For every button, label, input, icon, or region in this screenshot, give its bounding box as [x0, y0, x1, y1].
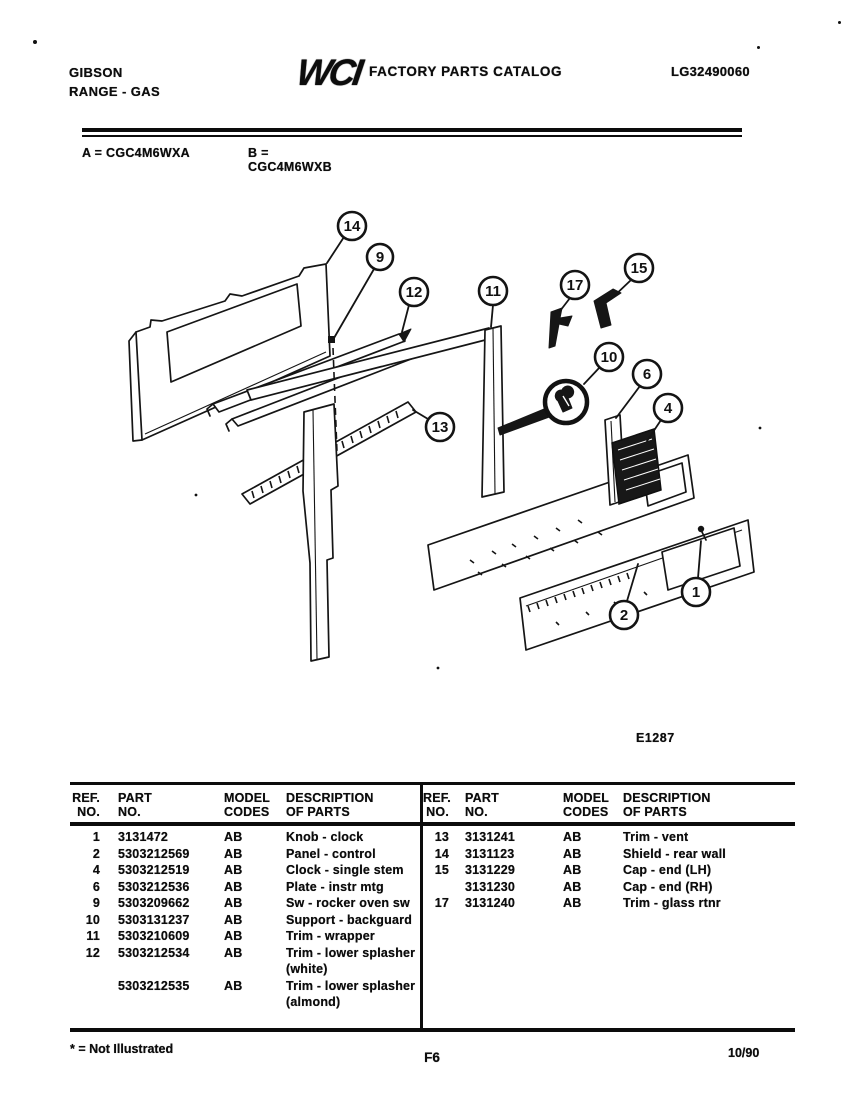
shield-rear-wall-part [129, 264, 330, 441]
table-row: 12 5303212534 AB Trim - lower splasher (white) [85, 945, 416, 976]
brand-name: GIBSON [69, 65, 123, 80]
model-codes-line [82, 146, 332, 174]
header-divider-thin [82, 135, 742, 137]
header-divider-thick [82, 128, 742, 132]
scan-speck [33, 40, 37, 44]
model-b-code: B = CGC4M6WXB [248, 146, 332, 174]
product-line: RANGE - GAS [69, 84, 161, 99]
wci-logo: WCI [294, 52, 363, 93]
table-row: 6 5303212536 AB Plate - instr mtg [92, 879, 384, 894]
exploded-parts-diagram [0, 160, 864, 780]
backguard-support-part [303, 404, 338, 661]
glass-retainer-clip-part [549, 308, 572, 348]
parts-table-right [423, 782, 795, 1032]
callout-17 [560, 271, 589, 311]
svg-text:6: 6 [642, 366, 652, 383]
callout-9 [334, 244, 393, 338]
callout-14 [327, 212, 366, 263]
scan-speck [757, 46, 760, 49]
svg-text:1: 1 [691, 584, 701, 601]
svg-text:17: 17 [566, 277, 584, 294]
table-row: 2 5303212569 AB Panel - control [92, 846, 376, 861]
table-header-row: REF. NO. PART NO. MODEL CODES DESCRIPTION OF PARTS [423, 791, 711, 819]
table-row: 3131230 AB Cap - end (RH) [465, 879, 713, 894]
table-row: 11 5303210609 AB Trim - wrapper [86, 929, 375, 943]
callout-15 [611, 254, 653, 299]
svg-text:14: 14 [343, 218, 361, 235]
clock-part [612, 429, 661, 504]
table-row: 14 3131123 AB Shield - rear wall [434, 846, 726, 861]
callout-10 [584, 343, 623, 384]
table-header-row: REF. NO. PART NO. MODEL CODES DESCRIPTION OF PARTS [72, 791, 374, 819]
svg-text:13: 13 [431, 419, 449, 436]
not-illustrated-note: * = Not Illustrated [70, 1042, 174, 1056]
page-code: F6 [424, 1050, 440, 1065]
svg-text:15: 15 [630, 260, 648, 277]
scan-speck [838, 21, 841, 24]
svg-text:10: 10 [600, 349, 618, 366]
end-cap-part [594, 289, 621, 328]
table-row: 9 5303209662 AB Sw - rocker oven sw [92, 896, 410, 910]
scan-speck [195, 494, 198, 497]
parts-table-left [70, 782, 420, 1032]
svg-text:12: 12 [405, 284, 423, 301]
table-row: 17 3131240 AB Trim - glass rtnr [434, 896, 721, 910]
model-a-code: A = CGC4M6WXA [82, 146, 190, 160]
svg-text:9: 9 [375, 249, 385, 266]
table-row: 15 3131229 AB Cap - end (LH) [434, 863, 712, 877]
fastener-detail-circle [498, 381, 587, 435]
scan-speck [437, 667, 440, 670]
callout-12 [400, 278, 428, 332]
table-row: 1 3131472 AB Knob - clock [92, 830, 364, 844]
table-row: 10 5303131237 AB Support - backguard [85, 912, 413, 927]
table-row: 5303212535 AB Trim - lower splasher (almond) [118, 978, 416, 1009]
figure-code: E1287 [636, 731, 675, 745]
publication-number: LG32490060 [671, 64, 750, 79]
brand-block [69, 63, 160, 101]
table-row: 13 3131241 AB Trim - vent [434, 830, 689, 844]
table-row: 4 5303212519 AB Clock - single stem [92, 863, 404, 877]
scan-speck [759, 427, 762, 430]
callout-13 [413, 410, 454, 441]
parts-table [70, 782, 795, 1032]
svg-text:2: 2 [619, 607, 629, 624]
svg-text:11: 11 [485, 283, 501, 300]
svg-text:4: 4 [663, 400, 673, 417]
callout-4 [647, 394, 682, 441]
callout-11 [479, 277, 507, 327]
date-code: 10/90 [728, 1046, 760, 1060]
catalog-title: FACTORY PARTS CATALOG [369, 64, 563, 79]
